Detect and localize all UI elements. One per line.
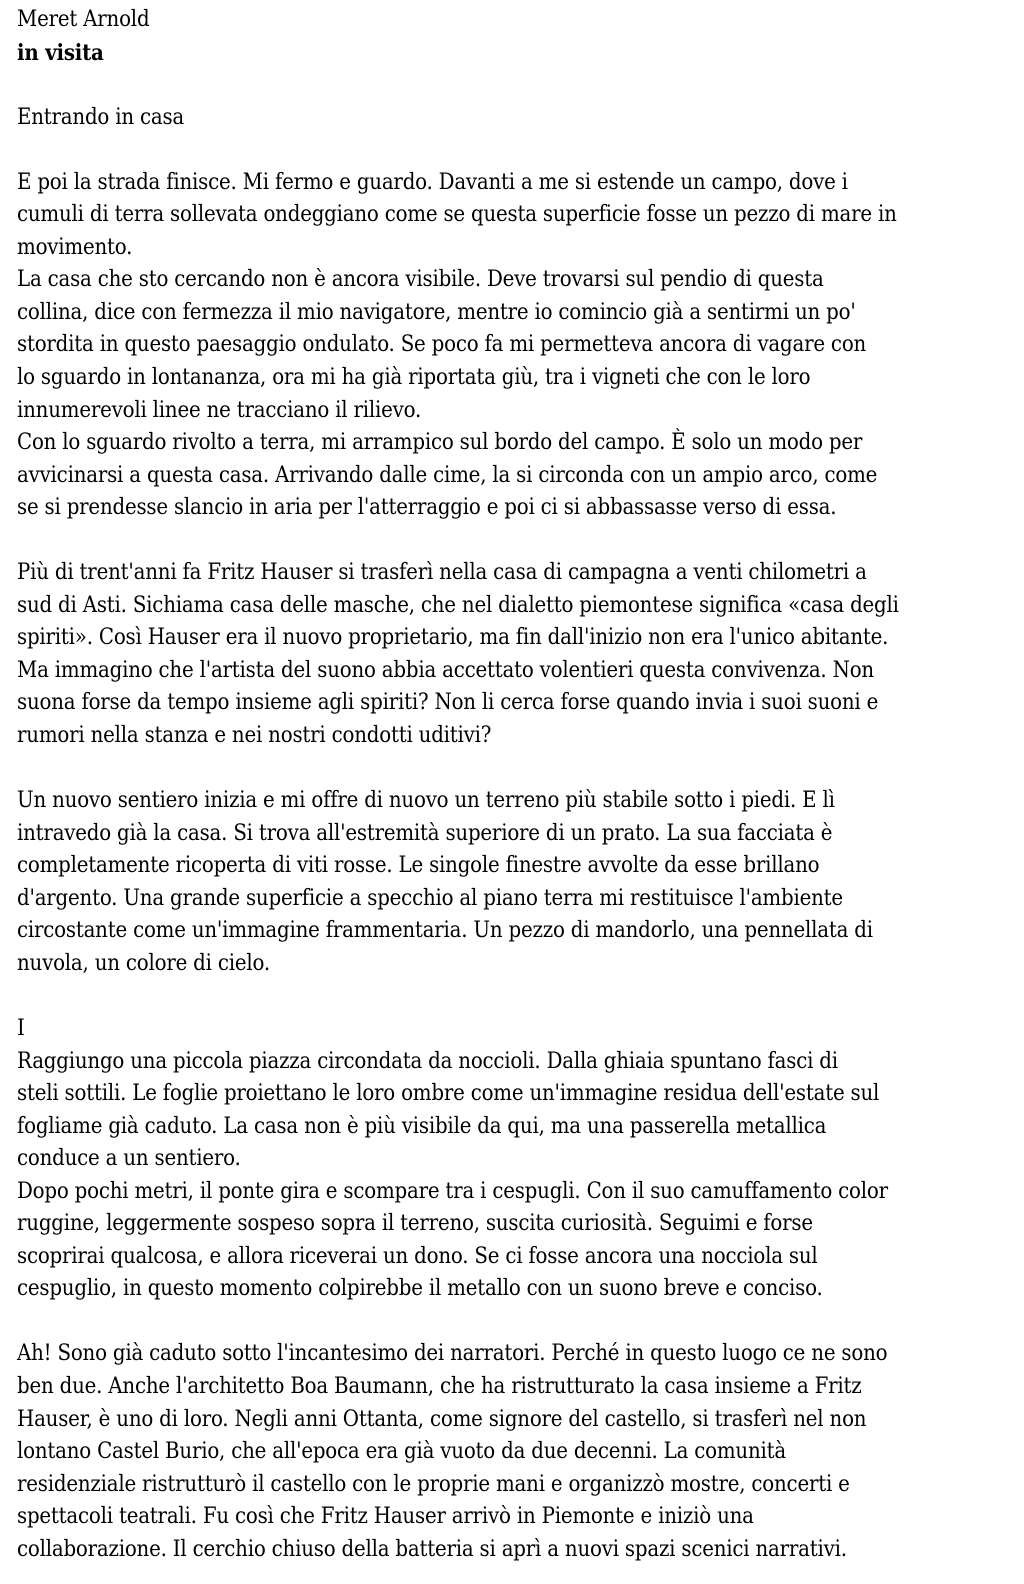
body-line: intravedo già la casa. Si trova all'estremità superiore di un prato. La sua facciata è	[17, 820, 833, 846]
body-line: ruggine, leggermente sospeso sopra il terreno, suscita curiosità. Seguimi e forse	[17, 1211, 813, 1237]
body-line: Raggiungo una piccola piazza circondata da noccioli. Dalla ghiaia spuntano fasci di	[17, 1048, 838, 1074]
heading-line: Entrando in casa	[17, 104, 185, 130]
body-line: d'argento. Una grande superficie a specchio al piano terra mi restituisce l'ambiente	[17, 885, 843, 911]
body-line: La casa che sto cercando non è ancora visibile. Deve trovarsi sul pendio di questa	[17, 267, 824, 293]
body-line: steli sottili. Le foglie proiettano le loro ombre come un'immagine residua dell'estate sul	[17, 1081, 880, 1107]
body-line: scoprirai qualcosa, e allora riceverai un dono. Se ci fosse ancora una nocciola sul	[17, 1243, 818, 1269]
body-line: stordita in questo paesaggio ondulato. Se poco fa mi permetteva ancora di vagare con	[17, 332, 867, 358]
title-line: in visita	[17, 39, 104, 66]
body-line: avvicinarsi a questa casa. Arrivando dalle cime, la si circonda con un ampio arco, come	[17, 462, 878, 488]
body-line: Hauser, è uno di loro. Negli anni Ottanta, come signore del castello, si trasferì nel non	[17, 1406, 867, 1432]
body-line: lo sguardo in lontananza, ora mi ha già riportata giù, tra i vigneti che con le loro	[17, 365, 811, 391]
blank-line	[17, 753, 1007, 786]
body-line: se si prendesse slancio in aria per l'atterraggio e poi ci si abbassasse verso di essa.	[17, 495, 837, 521]
body-line: cespuglio, in questo momento colpirebbe il metallo con un suono breve e conciso.	[17, 1276, 823, 1302]
document-body	[17, 4, 1007, 1566]
body-line: nuvola, un colore di cielo.	[17, 950, 270, 976]
body-line: completamente ricoperta di viti rosse. Le singole finestre avvolte da esse brillano	[17, 853, 820, 879]
body-line: circostante come un'immagine frammentaria. Un pezzo di mandorlo, una pennellata di	[17, 918, 873, 944]
body-line: cumuli di terra sollevata ondeggiano come se questa superficie fosse un pezzo di mare in	[17, 202, 897, 228]
body-line: residenziale ristrutturò il castello con le proprie mani e organizzò mostre, concerti e	[17, 1471, 850, 1497]
body-line: E poi la strada finisce. Mi fermo e guardo. Davanti a me si estende un campo, dove i	[17, 169, 848, 195]
body-line: spiriti». Così Hauser era il nuovo proprietario, ma fin dall'inizio non era l'unico abitante.	[17, 625, 889, 651]
body-line: sud di Asti. Sichiama casa delle masche, che nel dialetto piemontese significa «casa degli	[17, 592, 899, 618]
body-line: Ah! Sono già caduto sotto l'incantesimo dei narratori. Perché in questo luogo ce ne sono	[17, 1341, 888, 1367]
author-line: Meret Arnold	[17, 7, 150, 32]
blank-line	[17, 980, 1007, 1013]
body-line: Dopo pochi metri, il ponte gira e scompare tra i cespugli. Con il suo camuffamento color	[17, 1178, 888, 1204]
body-line: Un nuovo sentiero inizia e mi offre di nuovo un terreno più stabile sotto i piedi. E lì	[17, 788, 835, 814]
body-line: collaborazione. Il cerchio chiuso della batteria si aprì a nuovi spazi scenici narrativi.	[17, 1536, 847, 1562]
body-line: movimento.	[17, 234, 133, 260]
blank-line	[17, 525, 1007, 558]
section-label-line: I	[17, 1015, 25, 1041]
blank-line	[17, 1306, 1007, 1339]
body-line: ben due. Anche l'architetto Boa Baumann, che ha ristrutturato la casa insieme a Fritz	[17, 1373, 862, 1399]
blank-line	[17, 69, 1007, 102]
body-line: lontano Castel Burio, che all'epoca era già vuoto da due decenni. La comunità	[17, 1439, 786, 1465]
body-line: suona forse da tempo insieme agli spiriti? Non li cerca forse quando invia i suoi suoni e	[17, 690, 879, 716]
body-line: collina, dice con fermezza il mio navigatore, mentre io comincio già a sentirmi un po'	[17, 299, 856, 325]
body-line: spettacoli teatrali. Fu così che Fritz Hauser arrivò in Piemonte e iniziò una	[17, 1504, 754, 1530]
body-line: Ma immagino che l'artista del suono abbia accettato volentieri questa convivenza. Non	[17, 657, 874, 683]
body-line: fogliame già caduto. La casa non è più visibile da qui, ma una passerella metallica	[17, 1113, 827, 1139]
body-line: innumerevoli linee ne tracciano il rilievo.	[17, 397, 422, 423]
body-line: conduce a un sentiero.	[17, 1146, 241, 1172]
body-line: rumori nella stanza e nei nostri condotti uditivi?	[17, 723, 492, 749]
body-line: Con lo sguardo rivolto a terra, mi arrampico sul bordo del campo. È solo un modo per	[17, 430, 863, 456]
blank-line	[17, 134, 1007, 167]
body-line: Più di trent'anni fa Fritz Hauser si trasferì nella casa di campagna a venti chilometri a	[17, 560, 867, 586]
